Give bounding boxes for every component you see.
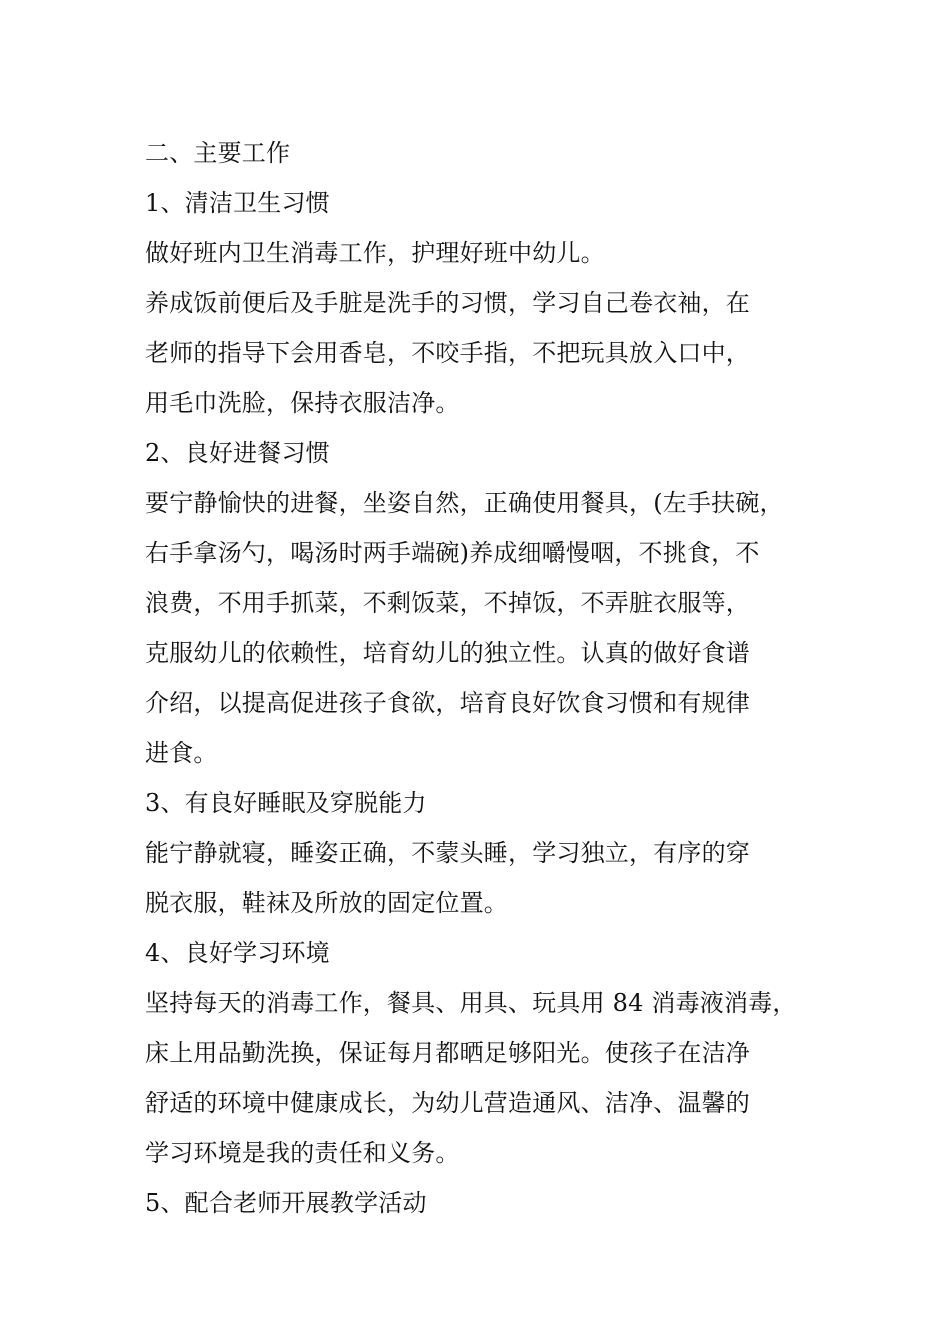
paragraph-line: 进食。 [145, 739, 218, 767]
item-1-heading: 1、清洁卫生习惯 [145, 189, 330, 217]
paragraph-line: 能宁静就寝，睡姿正确，不蒙头睡，学习独立，有序的穿 [145, 839, 750, 867]
paragraph-line: 老师的指导下会用香皂，不咬手指，不把玩具放入口中， [145, 339, 750, 367]
paragraph-line: 做好班内卫生消毒工作，护理好班中幼儿。 [145, 239, 605, 267]
paragraph-line: 养成饭前便后及手脏是洗手的习惯，学习自己卷衣袖，在 [145, 289, 750, 317]
item-3-heading: 3、有良好睡眠及穿脱能力 [145, 789, 427, 817]
document-page [145, 128, 845, 1228]
paragraph-line: 脱衣服，鞋袜及所放的固定位置。 [145, 889, 508, 917]
paragraph-line: 用毛巾洗脸，保持衣服洁净。 [145, 389, 460, 417]
paragraph-line: 浪费，不用手抓菜，不剩饭菜，不掉饭，不弄脏衣服等， [145, 589, 750, 617]
paragraph-line: 舒适的环境中健康成长，为幼儿营造通风、洁净、温馨的 [145, 1089, 750, 1117]
paragraph-line: 克服幼儿的依赖性，培育幼儿的独立性。认真的做好食谱 [145, 639, 750, 667]
item-5-heading: 5、配合老师开展教学活动 [145, 1189, 427, 1217]
section-title: 二、主要工作 [145, 139, 291, 167]
item-2-heading: 2、良好进餐习惯 [145, 439, 330, 467]
paragraph-line: 学习环境是我的责任和义务。 [145, 1139, 460, 1167]
paragraph-line: 右手拿汤勺，喝汤时两手端碗)养成细嚼慢咽，不挑食，不 [145, 539, 760, 567]
paragraph-line: 介绍，以提高促进孩子食欲，培育良好饮食习惯和有规律 [145, 689, 750, 717]
paragraph-line: 床上用品勤洗换，保证每月都晒足够阳光。使孩子在洁净 [145, 1039, 750, 1067]
paragraph-line: 要宁静愉快的进餐，坐姿自然，正确使用餐具，(左手扶碗， [145, 489, 784, 517]
item-4-heading: 4、良好学习环境 [145, 939, 330, 967]
paragraph-line: 坚持每天的消毒工作，餐具、用具、玩具用 84 消毒液消毒， [145, 989, 797, 1017]
